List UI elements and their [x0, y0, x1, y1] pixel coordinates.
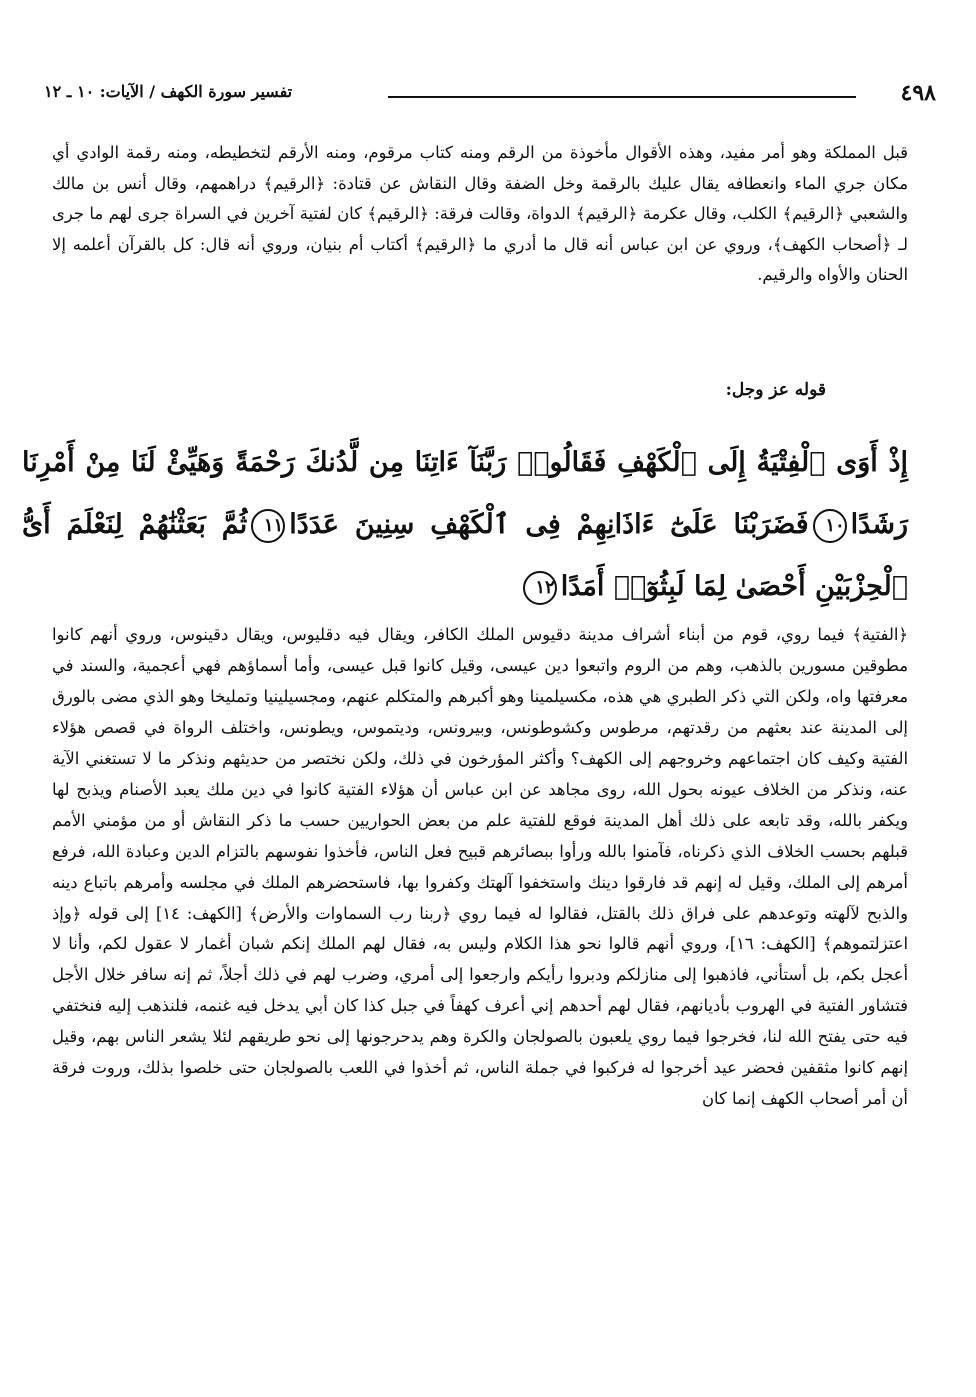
header-rule [388, 96, 856, 98]
quran-verses [22, 432, 908, 618]
ayah-marker-10: ١٠ [813, 509, 847, 543]
ayah-marker-11: ١١ [251, 509, 285, 543]
page-header [28, 78, 948, 114]
paragraph-2: ﴿الفتية﴾ فيما روي، قوم من أبناء أشراف مدينة دقيوس الملك الكافر، ويقال فيه دقليوس، ويقال دقينوس، وروي أنهم كانوا مطوقين مسورين بالذهب، وهم من الروم واتبعوا دين عيسى، وقيل كانوا قبل عيسى، وأما أسماؤهم فهي أعجمية، والسند في معرفتها واه، ولكن التي ذكر الطبري هي هذه، مكسيلمينا وهو أكبرهم والمتكلم عنهم، ومجسيلينيا وتمليخا وهو الذي مضى بالورق إلى المدينة عند بعثهم من رقدتهم، مرطوس وكشوطونس، وبيرونس، وديتموس، ويطونس، واختلف الرواة في قصص هؤلاء الفتية وكيف كان اجتماعهم وخروجهم إلى الكهف؟ وأكثر المؤرخون في ذلك، ولكن نختصر من حديثهم ونذكر ما لا تستغني الآية عنه، ونذكر من الخلاف عيونه بحول الله، روى مجاهد عن ابن عباس أن هؤلاء الفتية كانوا في دين ملك يعبد الأصنام ويذبح لها ويكفر بالله، وقد تابعه على ذلك أهل المدينة فوقع للفتية علم من بعض الحواريين حسب ما ذكر النقاش أو من مؤمني الأمم قبلهم بحسب الخلاف الذي ذكرناه، فآمنوا بالله ورأوا ببصائرهم قبيح فعل الناس، فأخذوا نفوسهم بالتزام الدين وعبادة الله، فرفع أمرهم إلى الملك، وقيل له إنهم قد فارقوا دينك واستخفوا آلهتك وكفروا بها، فاستحضرهم الملك في مجلسه وأمرهم باتباع دينه والذبح لآلهته وتوعدهم على فراق ذلك بالقتل، فقالوا له فيما روي ﴿ربنا رب السماوات والأرض﴾ [الكهف: ١٤] إلى قوله ﴿وإذ اعتزلتموهم﴾ [الكهف: ١٦]، وروي أنهم قالوا نحو هذا الكلام وليس به، فقال لهم الملك إنكم شبان أغمار لا عقول لكم، وأنا لا أعجل بكم، بل أستأني، فاذهبوا إلى منازلكم ودبروا رأيكم وارجعوا إلى أمري، وضرب لهم في ذلك أجلاً، ثم إنه سافر خلال الأجل فتشاور الفتية في الهروب بأديانهم، فقال لهم أحدهم إني أعرف كهفاً في جبل كذا كان أبي يدخل فيه غنمه، فلنذهب إليه فنختفي فيه حتى يفتح الله لنا، فخرجوا فيما روي يلعبون بالصولجان والكرة وهم يدحرجونها إلى نحو طريقهم لئلا يشعر الناس بهم، وقيل إنهم كانوا مثقفين فحضر عيد أخرجوا له فركبوا في جملة الناس، ثم أخذوا في اللعب بالصولجان حتى خلصوا بذلك، وروت فرقة أن أمر أصحاب الكهف إنما كان [52, 625, 908, 1108]
page-number: ٤٩٨ [900, 80, 936, 106]
verse-12: ثُمَّ بَعَثْنَٰهُمْ لِنَعْلَمَ أَىُّ ٱلْحِزْبَيْنِ أَحْصَىٰ لِمَا لَبِثُوٓا۟ أَمَدًا [22, 509, 908, 602]
ayah-marker-12: ١٢ [523, 571, 557, 605]
paragraph-1: قبل المملكة وهو أمر مفيد، وهذه الأقوال مأخوذة من الرقم ومنه كتاب مرقوم، ومنه الأرقم لتخطيطه، ومنه رقمة الوادي أي مكان جري الماء وانعطافه يقال عليك بالرقمة وخل الضفة وقال النقاش عن قتادة: ﴿الرقيم﴾ دراهمهم، وقال أنس بن مالك والشعبي ﴿الرقيم﴾ الكلب، وقال عكرمة ﴿الرقيم﴾ الدواة، وقالت فرقة: ﴿الرقيم﴾ كان لفتية آخرين في السراة جرى لهم ما جرى لـ ﴿أصحاب الكهف﴾، وروي عن ابن عباس أنه قال ما أدري ما ﴿الرقيم﴾ أكتاب أم بنيان، وروي أنه قال: كل بالقرآن أعلمه إلا الحنان والأواه والرقيم. [52, 143, 908, 285]
running-title: تفسير سورة الكهف / الآيات: ١٠ ـ ١٢ [44, 82, 293, 101]
verse-intro: قوله عز وجل: [725, 380, 826, 400]
verse-10: إِذْ أَوَى ٱلْفِتْيَةُ إِلَى ٱلْكَهْفِ فَقَالُوا۟ رَبَّنَآ ءَاتِنَا مِن لَّدُنكَ رَحْمَةً وَهَيِّئْ لَنَا مِنْ أَمْرِنَا رَشَدًا [22, 447, 908, 540]
verse-11: فَضَرَبْنَا عَلَىٰٓ ءَاذَانِهِمْ فِى ٱلْكَهْفِ سِنِينَ عَدَدًا [289, 509, 809, 540]
